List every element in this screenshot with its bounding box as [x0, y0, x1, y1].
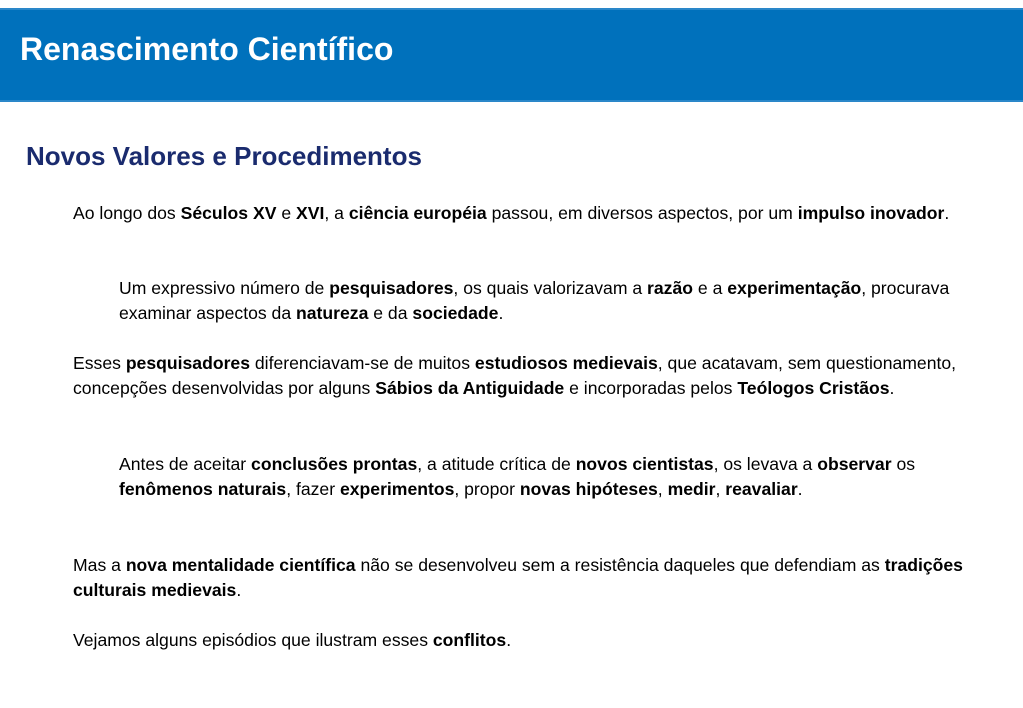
emphasized-term: novos cientistas: [575, 454, 714, 474]
paragraph: [73, 201, 973, 226]
text-segment: os: [891, 454, 916, 474]
paragraph-indented: [119, 452, 979, 502]
emphasized-term: reavaliar: [725, 479, 798, 499]
emphasized-term: conflitos: [432, 630, 507, 650]
emphasized-term: novas hipóteses: [519, 479, 658, 499]
text-segment: , a: [324, 203, 349, 223]
paragraph: [73, 553, 973, 603]
emphasized-term: tradições culturais medievais: [73, 555, 963, 600]
emphasized-term: pesquisadores: [329, 278, 454, 298]
text-segment: e: [276, 203, 297, 223]
text-segment: passou, em diversos aspectos, por um: [486, 203, 798, 223]
text-segment: Ao longo dos: [73, 203, 181, 223]
text-segment: e incorporadas pelos: [564, 378, 738, 398]
text-segment: Esses: [73, 353, 126, 373]
emphasized-term: Séculos XV: [180, 203, 277, 223]
text-segment: , os quais valorizavam a: [453, 278, 648, 298]
paragraph-indented: [119, 276, 969, 326]
emphasized-term: observar: [817, 454, 892, 474]
emphasized-term: fenômenos naturais: [119, 479, 287, 499]
text-segment: , procurava examinar aspectos da: [119, 278, 950, 323]
text-segment: não se desenvolveu sem a resistência daqueles que defendiam as: [355, 555, 885, 575]
paragraph: [73, 628, 973, 653]
text-segment: , que acatavam, sem questionamento, concepções desenvolvidas por alguns: [73, 353, 957, 398]
text-segment: , fazer: [286, 479, 340, 499]
emphasized-term: impulso inovador: [797, 203, 945, 223]
slide-title: Renascimento Científico: [20, 31, 394, 67]
emphasized-term: nova mentalidade científica: [125, 555, 356, 575]
emphasized-term: natureza: [296, 303, 369, 323]
text-segment: Mas a: [73, 555, 126, 575]
text-segment: .: [797, 479, 803, 499]
text-segment: .: [889, 378, 895, 398]
text-segment: .: [944, 203, 950, 223]
emphasized-term: pesquisadores: [125, 353, 250, 373]
text-segment: .: [236, 580, 242, 600]
text-segment: ,: [715, 479, 726, 499]
emphasized-term: conclusões prontas: [251, 454, 418, 474]
text-segment: Antes de aceitar: [119, 454, 252, 474]
text-segment: .: [506, 630, 512, 650]
text-segment: e a: [693, 278, 728, 298]
text-segment: , propor: [454, 479, 520, 499]
emphasized-term: sociedade: [412, 303, 499, 323]
text-segment: ,: [657, 479, 668, 499]
emphasized-term: medir: [667, 479, 716, 499]
paragraph: [73, 351, 993, 401]
emphasized-term: experimentação: [727, 278, 862, 298]
emphasized-term: XVI: [296, 203, 325, 223]
text-segment: , os levava a: [713, 454, 818, 474]
text-segment: , a atitude crítica de: [417, 454, 576, 474]
text-segment: .: [498, 303, 504, 323]
section-heading: Novos Valores e Procedimentos: [26, 141, 422, 171]
text-segment: Um expressivo número de: [119, 278, 330, 298]
emphasized-term: estudiosos medievais: [474, 353, 658, 373]
emphasized-term: Teólogos Cristãos: [737, 378, 890, 398]
text-segment: diferenciavam-se de muitos: [250, 353, 475, 373]
text-segment: e da: [368, 303, 413, 323]
emphasized-term: ciência européia: [348, 203, 487, 223]
emphasized-term: Sábios da Antiguidade: [375, 378, 565, 398]
emphasized-term: razão: [647, 278, 694, 298]
emphasized-term: experimentos: [339, 479, 455, 499]
text-segment: Vejamos alguns episódios que ilustram esses: [73, 630, 433, 650]
